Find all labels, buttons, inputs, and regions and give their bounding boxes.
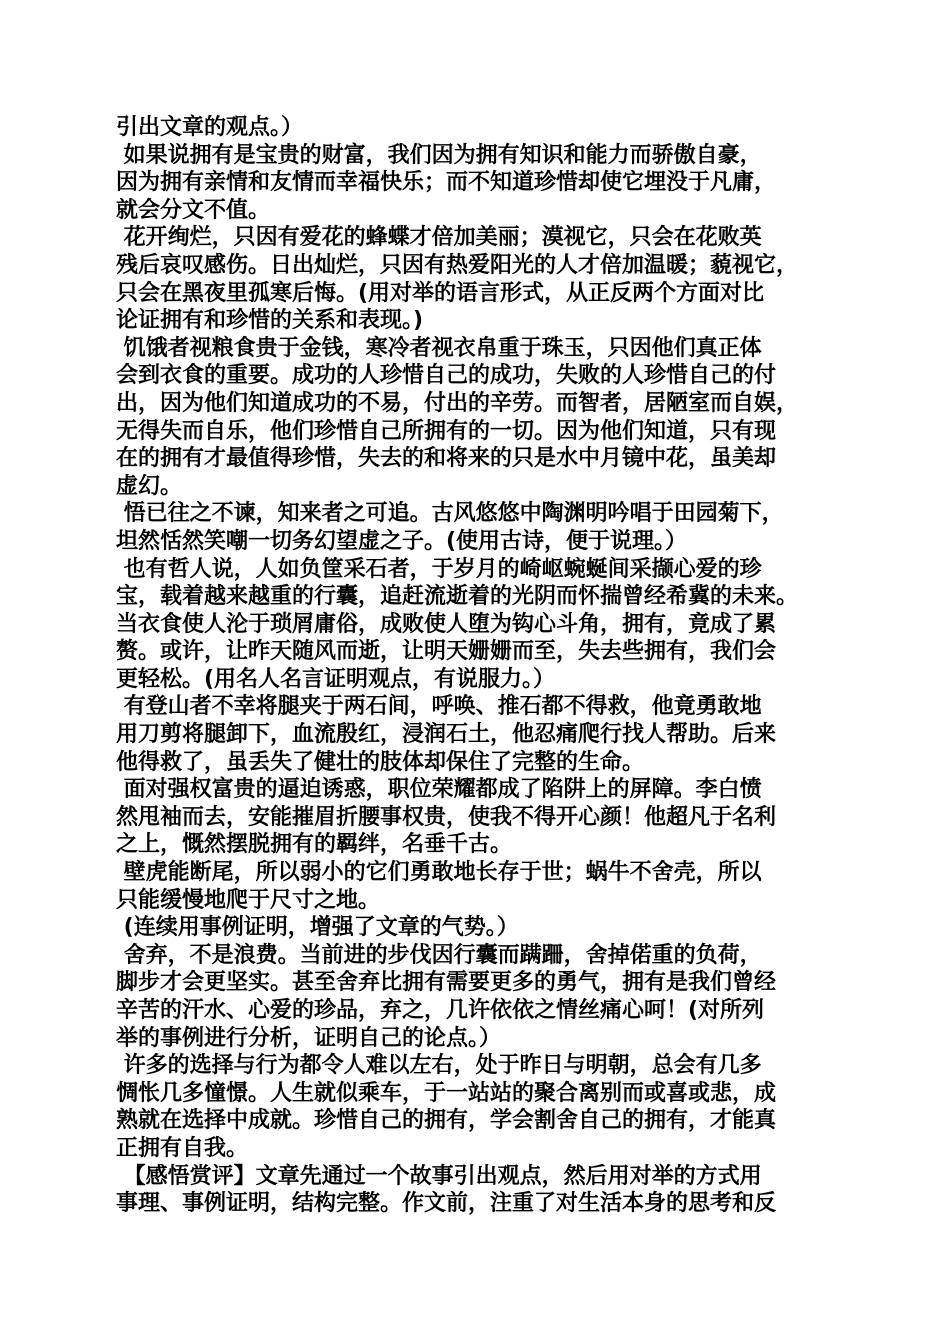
paragraph-flowers-sunrise: 花开绚烂，只因有爱花的蜂蝶才倍加美丽；漠视它，只会在花败英 残后哀叹感伤。日出灿烂，只因有热爱阳光的人才倍加温暖；藐视它， 只会在黑夜里孤寒后悔。(用对举的语言形式，从正反两个方面对比 论证拥有和珍惜的关系和表现。) xyxy=(116,225,799,334)
paragraph-tao-yuanming: 悟已往之不谏，知来者之可追。古风悠悠中陶渊明吟唱于田园菊下， 坦然恬然笑嘲一切务幻望虚之子。(使用古诗，便于说理。） xyxy=(116,501,784,554)
paragraph-philosopher: 也有哲人说，人如负筐采石者，于岁月的崎岖蜿蜒间采撷心爱的珍 宝，载着越来越重的行囊，追赶流逝着的光阴而怀揣曾经希冀的未来。 当衣食使人沦于琐屑庸俗，成败使人堕为钩心斗角，拥有，竟成了累 赘。或许，让昨天随风而逝，让明天姗姗而至，失去些拥有，我们会 更轻松。(用名人名言证明观点，有说服力。） xyxy=(116,556,799,692)
paragraph-possession-wealth: 如果说拥有是宝贵的财富，我们因为拥有知识和能力而骄傲自豪， 因为拥有亲情和友情而幸福快乐；而不知道珍惜却使它埋没于凡庸， 就会分文不值。 xyxy=(116,142,777,223)
paragraph-intro-tail: 引出文章的观点。） xyxy=(116,115,304,140)
paragraph-choices: 许多的选择与行为都令人难以左右，处于昨日与明朝，总会有几多 惆怅几多憧憬。人生就似乘车，于一站站的聚合离别而或喜或悲，成 熟就在选择中成就。珍惜自己的拥有，学会割舍自己的拥有，才能真 正拥有自我。 xyxy=(116,1053,777,1161)
paragraph-gecko-snail: 壁虎能断尾，所以弱小的它们勇敢地长存于世；蜗牛不舍壳，所以 只能缓慢地爬于尺寸之地。 xyxy=(116,860,762,913)
paragraph-li-bai: 面对强权富贵的逼迫诱惑，职位荣耀都成了陷阱上的屏障。李白愤 然甩袖而去，安能摧眉折腰事权贵，使我不得开心颜！他超凡于名利 之上，慨然摆脱拥有的羁绊，名垂千古。 xyxy=(116,777,777,858)
paragraph-commentary: 【感悟赏评】文章先通过一个故事引出观点，然后用对举的方式用 事理、事例证明，结构完整。作文前，注重了对生活本身的思考和反 xyxy=(116,1163,777,1217)
paragraph-giving-up: 舍弃，不是浪费。当前进的步伐因行囊而蹒跚，舍掉偌重的负荷， 脚步才会更坚实。甚至舍弃比拥有需要更多的勇气，拥有是我们曾经 辛苦的汗水、心爱的珍品，弃之，几许依依之情丝痛心呵！(对所列 举的事例进行分析，证明自己的论点。） xyxy=(116,942,777,1051)
paragraph-annotation: (连续用事例证明，增强了文章的气势。） xyxy=(116,915,519,941)
paragraph-hunger-cold: 饥饿者视粮食贵于金钱，寒冷者视衣帛重于珠玉，只因他们真正体 会到衣食的重要。成功的人珍惜自己的成功，失败的人珍惜自己的付 出，因为他们知道成功的不易，付出的辛劳。而智者，居陋室而自娱， 无得失而自乐，他们珍惜自己所拥有的一切。因为他们知道，只有现 在的拥有才最值得珍惜，失去的和将来的只是水中月镜中花，虽美却 虚幻。 xyxy=(116,335,799,499)
document-body xyxy=(116,114,856,1218)
paragraph-climber: 有登山者不幸将腿夹于两石间，呼唤、推石都不得救，他竟勇敢地 用刀剪将腿卸下，血流殷红，浸润石土，他忍痛爬行找人帮助。后来 他得救了，虽丢失了健壮的肢体却保住了完整的生命。 xyxy=(116,694,777,775)
